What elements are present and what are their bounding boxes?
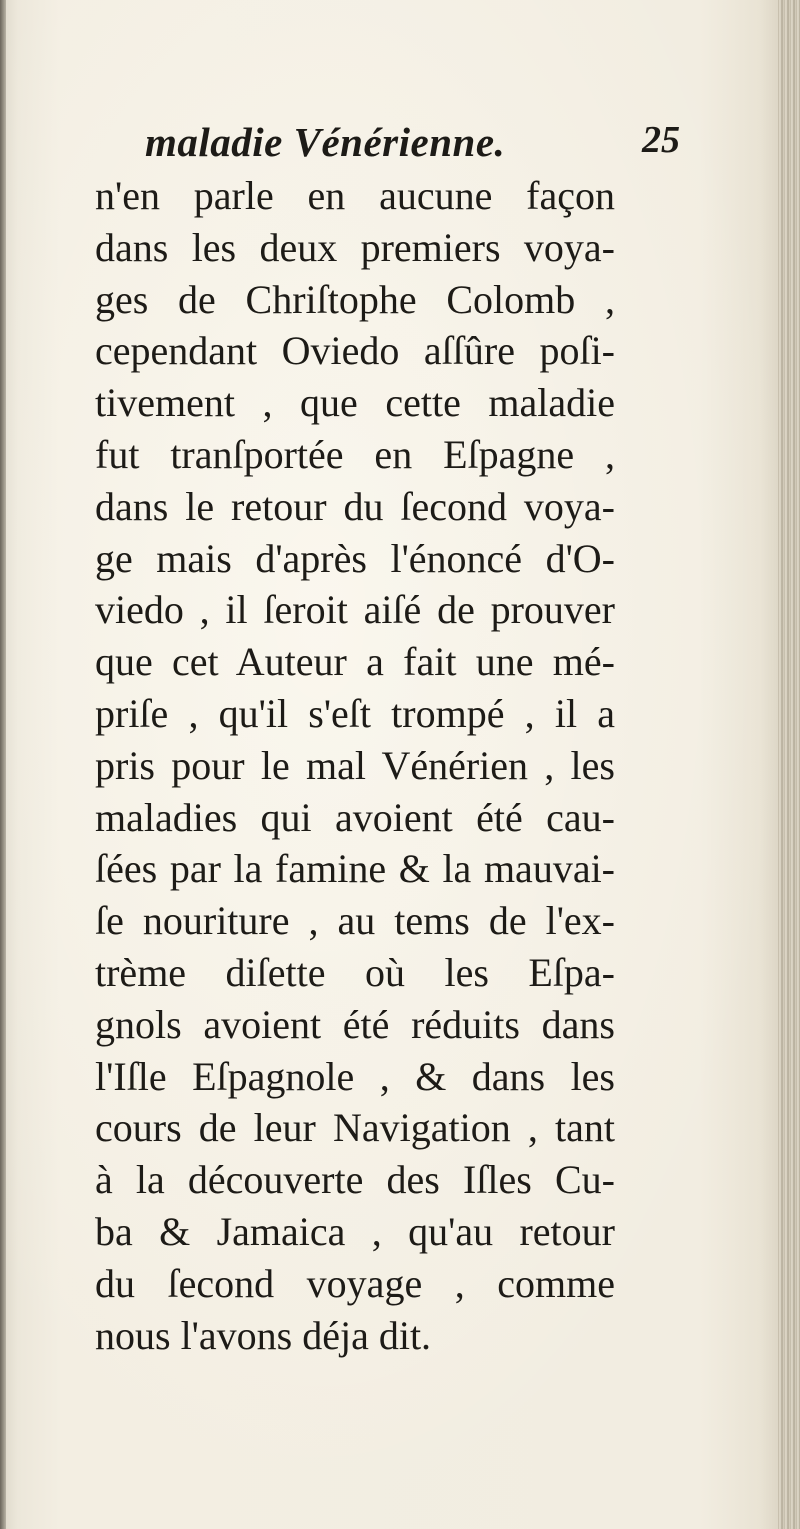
text-line: ſe nouriture , au tems de l'ex- [95,898,615,944]
text-line: gnols avoient été réduits dans [95,1001,615,1047]
page-number: 25 [642,119,680,161]
text-line: tivement , que cette maladie [95,380,615,426]
page-header [145,118,685,168]
text-line: nous l'avons déja dit. [95,1312,432,1358]
text-line: pris pour le mal Vénérien , les [95,742,615,788]
text-line: à la découverte des Iſles Cu- [95,1157,615,1203]
text-line: du ſecond voyage , comme [95,1260,615,1306]
text-line: ges de Chriſtophe Colomb , [95,276,615,322]
text-line: n'en parle en aucune façon [95,173,615,218]
text-line: cours de leur Navigation , tant [95,1105,615,1151]
text-line: l'Iſle Eſpagnole , & dans les [95,1053,615,1099]
text-line: priſe , qu'il s'eſt trompé , il a [95,690,615,736]
page-fore-edge [778,0,800,1529]
text-line: cependant Oviedo aſſûre poſi- [95,328,615,374]
text-line: dans les deux premiers voya- [95,224,615,270]
text-line: que cet Auteur a fait une mé- [95,639,615,685]
text-line: dans le retour du ſecond voya- [95,483,615,529]
text-line: viedo , il ſeroit aiſé de prouver [95,587,615,633]
body-text [95,170,615,1361]
page-gutter-shadow [0,0,6,1529]
text-line: ba & Jamaica , qu'au retour [95,1208,615,1254]
running-head: maladie Vénérienne. [145,119,506,165]
text-line: ſées par la famine & la mauvai- [95,846,615,892]
text-line: trème diſette où les Eſpa- [95,949,615,995]
text-line: ge mais d'après l'énoncé d'O- [95,535,615,581]
text-line: fut tranſportée en Eſpagne , [95,431,615,477]
text-line: maladies qui avoient été cau- [95,794,615,840]
